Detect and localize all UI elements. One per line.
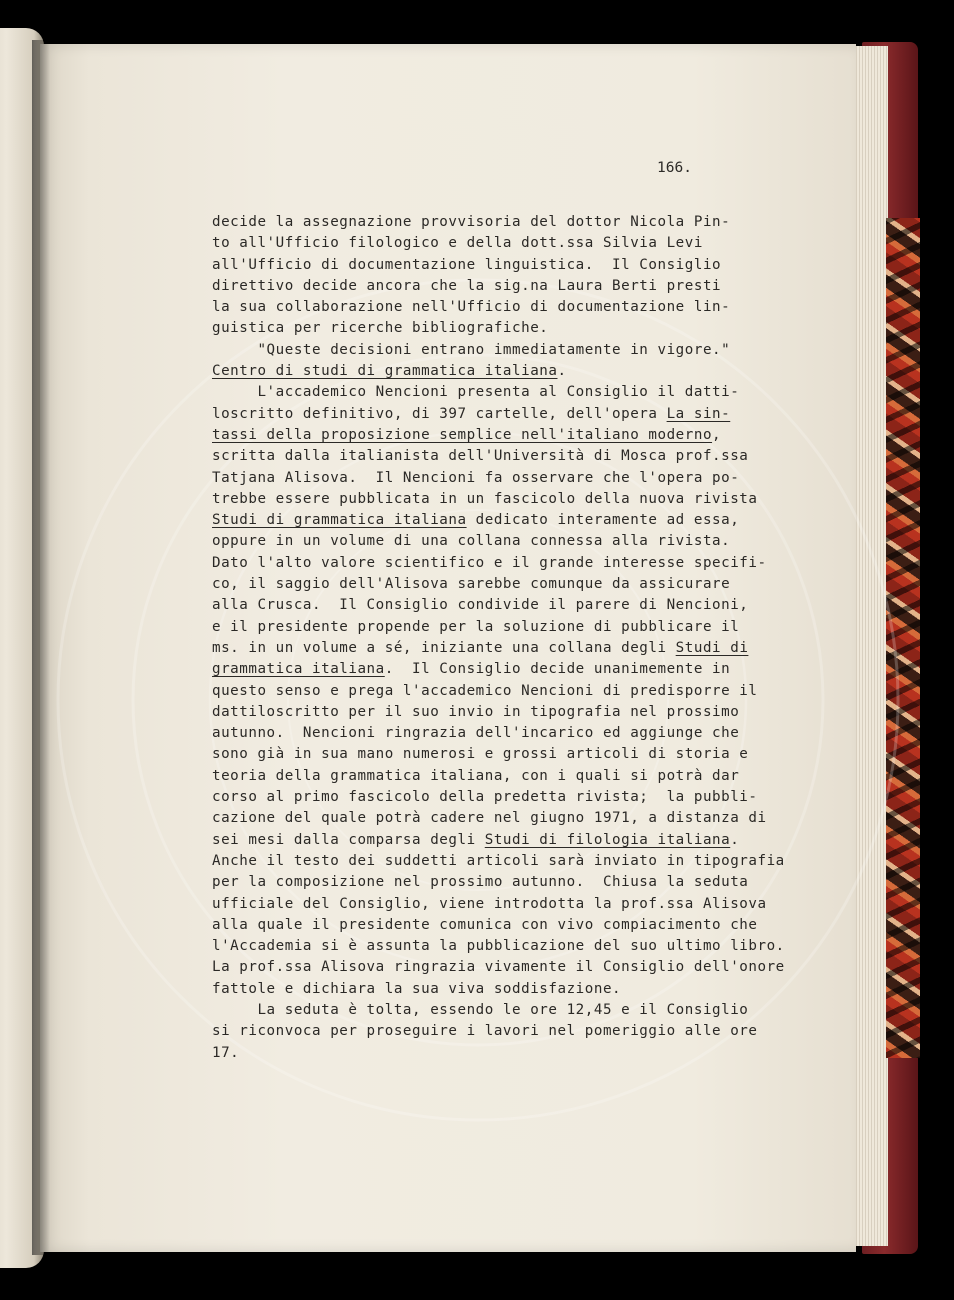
text-span: all'Ufficio di documentazione linguistica. Il Consiglio	[212, 256, 722, 273]
text-span: to all'Ufficio filologico e della dott.ssa Silvia Levi	[212, 235, 703, 252]
text-line	[212, 1000, 832, 1021]
text-line	[212, 915, 832, 936]
page-number: 166.	[657, 160, 692, 176]
text-line	[212, 659, 832, 680]
text-span: e il presidente propende per la soluzione di pubblicare il	[212, 618, 740, 635]
underlined-title: tassi della proposizione semplice nell'italiano moderno	[212, 426, 713, 443]
text-line	[212, 1043, 832, 1064]
text-line	[212, 446, 832, 467]
text-line	[212, 936, 832, 957]
text-line	[212, 574, 832, 595]
text-line	[212, 489, 832, 510]
text-span: trebbe essere pubblicata in un fascicolo della nuova rivista	[212, 490, 758, 507]
text-line	[212, 851, 832, 872]
text-span: dedicato interamente ad essa,	[466, 512, 740, 529]
text-span: 17.	[212, 1044, 240, 1061]
text-span: fattole e dichiara la sua viva soddisfazione.	[212, 980, 622, 997]
text-line	[212, 787, 832, 808]
text-span: l'Accademia si è assunta la pubblicazione del suo ultimo libro.	[212, 938, 785, 955]
text-line	[212, 212, 832, 233]
text-span: Anche il testo dei suddetti articoli sarà inviato in tipografia	[212, 852, 785, 869]
text-span: scritta dalla italianista dell'Università di Mosca prof.ssa	[212, 448, 749, 465]
text-span: corso al primo fascicolo della predetta rivista; la pubbli-	[212, 789, 758, 806]
text-span: autunno. Nencioni ringrazia dell'incarico ed aggiunge che	[212, 725, 740, 742]
text-span: sono già in sua mano numerosi e grossi articoli di storia e	[212, 746, 749, 763]
text-span: per la composizione nel prossimo autunno. Chiusa la seduta	[212, 874, 749, 891]
binding-gutter	[32, 40, 50, 1255]
text-span: ,	[712, 426, 722, 443]
text-span: La prof.ssa Alisova ringrazia vivamente il Consiglio dell'onore	[212, 959, 785, 976]
text-span: oppure in un volume di una collana connessa alla rivista.	[212, 533, 731, 550]
text-line	[212, 318, 832, 339]
text-span: "Queste decisioni entrano immediatamente in vigore."	[212, 341, 731, 358]
text-span: questo senso e prega l'accademico Nencioni di predisporre il	[212, 682, 758, 699]
text-line	[212, 425, 832, 446]
text-line	[212, 340, 832, 361]
text-line	[212, 702, 832, 723]
text-span: cazione del quale potrà cadere nel giugno 1971, a distanza di	[212, 810, 767, 827]
text-line	[212, 1021, 832, 1042]
text-line	[212, 808, 832, 829]
underlined-title: Centro di studi di grammatica italiana	[212, 363, 558, 380]
text-line	[212, 681, 832, 702]
underlined-title: Studi di grammatica italiana	[212, 512, 467, 529]
body-text	[212, 212, 832, 1064]
text-line	[212, 766, 832, 787]
text-span: . Il Consiglio decide unanimemente in	[384, 661, 731, 678]
text-line	[212, 276, 832, 297]
text-span: guistica per ricerche bibliografiche.	[212, 320, 549, 337]
text-span: loscritto definitivo, di 397 cartelle, dell'opera	[212, 405, 667, 422]
text-span: ufficiale del Consiglio, viene introdotta la prof.ssa Alisova	[212, 895, 767, 912]
text-line	[212, 382, 832, 403]
text-line	[212, 553, 832, 574]
text-line	[212, 595, 832, 616]
text-line	[212, 957, 832, 978]
text-line	[212, 531, 832, 552]
marbled-endpaper	[886, 218, 920, 1058]
text-line	[212, 255, 832, 276]
text-line	[212, 830, 832, 851]
text-span: .	[730, 831, 740, 848]
text-span: la sua collaborazione nell'Ufficio di documentazione lin-	[212, 299, 731, 316]
text-span: direttivo decide ancora che la sig.na Laura Berti presti	[212, 277, 722, 294]
text-span: L'accademico Nencioni presenta al Consiglio il datti-	[212, 384, 740, 401]
text-line	[212, 361, 832, 382]
text-span: decide la assegnazione provvisoria del dottor Nicola Pin-	[212, 214, 731, 230]
text-span: sei mesi dalla comparsa degli	[212, 831, 485, 848]
text-span: dattiloscritto per il suo invio in tipografia nel prossimo	[212, 703, 740, 720]
text-span: alla Crusca. Il Consiglio condivide il parere di Nencioni,	[212, 597, 749, 614]
text-span: La seduta è tolta, essendo le ore 12,45 e il Consiglio	[212, 1001, 749, 1018]
underlined-title: Studi di filologia italiana	[484, 831, 731, 848]
text-span: Tatjana Alisova. Il Nencioni fa osservare che l'opera po-	[212, 469, 740, 486]
text-span: ms. in un volume a sé, iniziante una collana degli	[212, 639, 676, 656]
text-line	[212, 233, 832, 254]
text-line	[212, 468, 832, 489]
text-line	[212, 894, 832, 915]
text-line	[212, 872, 832, 893]
text-span: .	[557, 363, 567, 380]
text-span: Dato l'alto valore scientifico e il grande interesse specifi-	[212, 554, 767, 571]
text-line	[212, 638, 832, 659]
text-line	[212, 617, 832, 638]
text-line	[212, 979, 832, 1000]
text-line	[212, 744, 832, 765]
text-line	[212, 723, 832, 744]
text-span: alla quale il presidente comunica con vivo compiacimento che	[212, 916, 758, 933]
underlined-title: La sin-	[666, 405, 731, 422]
text-span: co, il saggio dell'Alisova sarebbe comunque da assicurare	[212, 576, 731, 593]
underlined-title: grammatica italiana	[212, 661, 385, 678]
text-line	[212, 404, 832, 425]
text-span: si riconvoca per proseguire i lavori nel pomeriggio alle ore	[212, 1023, 758, 1040]
text-line	[212, 297, 832, 318]
text-span: teoria della grammatica italiana, con i quali si potrà dar	[212, 767, 740, 784]
underlined-title: Studi di	[675, 639, 749, 656]
text-line	[212, 510, 832, 531]
